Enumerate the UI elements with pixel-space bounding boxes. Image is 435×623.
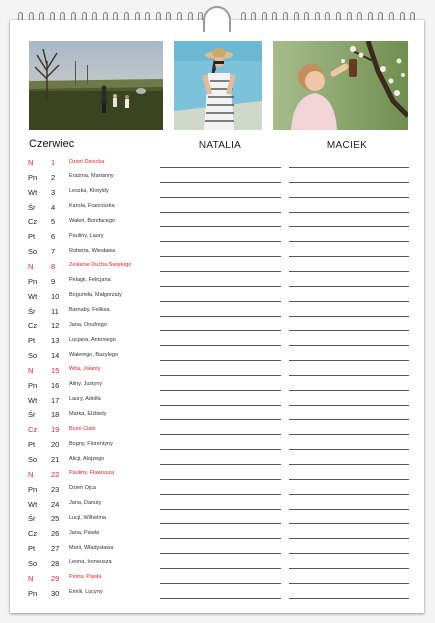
day-row: [0, 589, 435, 603]
maciek-write-line[interactable]: [289, 464, 409, 465]
weekday-label: So: [28, 247, 38, 257]
maciek-write-line[interactable]: [289, 197, 409, 198]
name-day-label: Dzień Ojca: [69, 485, 96, 492]
maciek-write-line[interactable]: [289, 449, 409, 450]
day-row: [0, 321, 435, 335]
day-number: 5: [51, 217, 56, 227]
maciek-write-line[interactable]: [289, 509, 409, 510]
natalia-write-line[interactable]: [160, 598, 281, 599]
day-number: 16: [51, 380, 60, 390]
name-day-label: Walerego, Bazylego: [69, 351, 119, 358]
maciek-write-line[interactable]: [289, 523, 409, 524]
natalia-write-line[interactable]: [160, 316, 281, 317]
weekday-label: Pn: [28, 484, 38, 494]
maciek-write-line[interactable]: [289, 330, 409, 331]
natalia-write-line[interactable]: [160, 553, 281, 554]
maciek-write-line[interactable]: [289, 256, 409, 257]
weekday-label: Pn: [28, 588, 38, 598]
maciek-write-line[interactable]: [289, 167, 409, 168]
day-number: 6: [51, 232, 56, 242]
weekday-label: So: [28, 558, 38, 568]
day-row: [0, 574, 435, 588]
day-row: [0, 307, 435, 321]
day-row: [0, 514, 435, 528]
natalia-write-line[interactable]: [160, 167, 281, 168]
day-number: 20: [51, 440, 60, 450]
day-row: [0, 247, 435, 261]
maciek-write-line[interactable]: [289, 212, 409, 213]
day-number: 13: [51, 336, 60, 346]
natalia-write-line[interactable]: [160, 212, 281, 213]
natalia-write-line[interactable]: [160, 182, 281, 183]
maciek-write-line[interactable]: [289, 271, 409, 272]
column-header-natalia: NATALIA: [198, 140, 242, 151]
name-day-label: Barnaby, Feliksa: [69, 307, 110, 313]
day-row: [0, 544, 435, 558]
day-row: [0, 529, 435, 543]
day-number: 3: [51, 187, 56, 197]
maciek-write-line[interactable]: [289, 538, 409, 539]
day-number: 29: [51, 573, 60, 583]
maciek-write-line[interactable]: [289, 419, 409, 420]
maciek-write-line[interactable]: [289, 583, 409, 584]
day-row: [0, 217, 435, 231]
name-day-label: Wita, Jolanty: [69, 366, 101, 373]
natalia-write-line[interactable]: [160, 494, 281, 495]
name-day-label: Jana, Pawła: [69, 529, 99, 536]
day-number: 19: [51, 425, 60, 435]
name-day-label: Roberta, Wiesława: [69, 247, 116, 254]
weekday-label: So: [28, 455, 38, 464]
name-day-label: Lucjana, Antoniego: [69, 336, 116, 343]
maciek-write-line[interactable]: [289, 226, 409, 227]
name-day-label: Marii, Władysława: [69, 544, 114, 551]
day-row: [0, 203, 435, 217]
weekday-label: N: [28, 158, 34, 167]
day-number: 15: [51, 365, 60, 375]
day-row: [0, 425, 435, 439]
day-row: [0, 188, 435, 202]
maciek-write-line[interactable]: [289, 479, 409, 480]
natalia-write-line[interactable]: [160, 226, 281, 227]
name-day-label: Boże Ciało: [69, 425, 96, 432]
natalia-write-line[interactable]: [160, 241, 281, 242]
name-day-label: Marka, Elżbiety: [69, 410, 107, 417]
weekday-label: N: [28, 469, 34, 479]
calendar-hanger: [203, 6, 231, 32]
natalia-write-line[interactable]: [160, 286, 281, 287]
natalia-write-line[interactable]: [160, 375, 281, 376]
name-day-label: Karola, Franciszka: [69, 203, 115, 210]
day-row: [0, 262, 435, 276]
day-number: 2: [51, 172, 56, 182]
weekday-label: Pn: [28, 276, 38, 286]
day-number: 23: [51, 484, 60, 494]
name-day-label: Pauliny, Flawiusza: [69, 470, 115, 477]
name-day-label: Jana, Onufrego: [69, 321, 107, 328]
day-number: 26: [51, 529, 60, 539]
girl-blossom-photo: [273, 41, 408, 130]
maciek-write-line[interactable]: [289, 568, 409, 569]
name-day-label: Laury, Adolfa: [69, 396, 101, 403]
day-number: 25: [51, 514, 60, 524]
maciek-write-line[interactable]: [289, 182, 409, 183]
maciek-write-line[interactable]: [289, 301, 409, 302]
day-row: [0, 336, 435, 350]
day-row: [0, 277, 435, 291]
weekday-label: Pt: [28, 440, 36, 450]
day-row: [0, 485, 435, 499]
day-number: 22: [51, 469, 60, 479]
natalia-write-line[interactable]: [160, 538, 281, 539]
day-row: [0, 396, 435, 410]
day-number: 11: [51, 306, 59, 316]
natalia-write-line[interactable]: [160, 330, 281, 331]
maciek-write-line[interactable]: [289, 390, 409, 391]
weekday-label: N: [28, 573, 34, 583]
day-number: 12: [51, 321, 60, 331]
day-number: 24: [51, 499, 60, 509]
weekday-label: N: [28, 261, 34, 271]
weekday-label: Cz: [28, 321, 38, 331]
name-day-label: Erazma, Marianny: [69, 173, 114, 180]
maciek-write-line[interactable]: [289, 360, 409, 361]
name-day-label: Bogny, Florentyny: [69, 440, 113, 447]
maciek-write-line[interactable]: [289, 494, 409, 495]
column-header-maciek: MACIEK: [326, 140, 368, 151]
maciek-write-line[interactable]: [289, 286, 409, 287]
day-row: [0, 455, 435, 469]
maciek-write-line[interactable]: [289, 375, 409, 376]
weekday-label: Śr: [28, 202, 36, 212]
name-day-label: Dzień Dziecka: [69, 158, 105, 165]
weekday-label: Pt: [28, 336, 36, 346]
natalia-write-line[interactable]: [160, 405, 281, 406]
maciek-write-line[interactable]: [289, 405, 409, 406]
day-number: 21: [51, 455, 60, 464]
natalia-write-line[interactable]: [160, 345, 281, 346]
natalia-write-line[interactable]: [160, 419, 281, 420]
natalia-write-line[interactable]: [160, 301, 281, 302]
day-number: 1: [51, 158, 56, 167]
name-day-label: Pelagii, Felicjana: [69, 277, 111, 284]
weekday-label: So: [28, 351, 38, 361]
weekday-label: Cz: [28, 217, 38, 227]
day-number: 17: [51, 395, 60, 405]
natalia-write-line[interactable]: [160, 568, 281, 569]
maciek-write-line[interactable]: [289, 316, 409, 317]
weekday-label: Śr: [28, 306, 36, 316]
day-row: [0, 232, 435, 246]
weekday-label: Cz: [28, 425, 38, 435]
natalia-write-line[interactable]: [160, 449, 281, 450]
name-day-label: Alicji, Alojzego: [69, 455, 105, 462]
natalia-write-line[interactable]: [160, 256, 281, 257]
natalia-write-line[interactable]: [160, 197, 281, 198]
day-number: 8: [51, 261, 56, 271]
weekday-label: Cz: [28, 529, 38, 539]
name-day-label: Aliny, Justyny: [69, 381, 103, 388]
maciek-write-line[interactable]: [289, 553, 409, 554]
day-row: [0, 351, 435, 365]
day-row: [0, 410, 435, 424]
day-number: 18: [51, 410, 60, 420]
name-day-label: Pauliny, Laury: [69, 232, 104, 239]
natalia-write-line[interactable]: [160, 509, 281, 510]
weekday-label: Pn: [28, 172, 38, 182]
weekday-label: Pt: [28, 544, 36, 554]
day-number: 10: [51, 291, 60, 301]
natalia-write-line[interactable]: [160, 523, 281, 524]
name-day-label: Zesłanie Ducha Świętego: [69, 262, 132, 269]
day-number: 9: [51, 276, 56, 286]
maciek-write-line[interactable]: [289, 345, 409, 346]
natalia-write-line[interactable]: [160, 464, 281, 465]
day-row: [0, 470, 435, 484]
day-number: 28: [51, 558, 60, 568]
day-row: [0, 158, 435, 172]
day-number: 14: [51, 351, 60, 361]
weekday-label: N: [28, 365, 34, 375]
day-row: [0, 381, 435, 395]
month-title: Czerwiec: [29, 138, 75, 150]
day-row: [0, 366, 435, 380]
name-day-label: Piotra, Pawła: [69, 574, 102, 581]
day-number: 30: [51, 588, 60, 598]
name-day-label: Lucji, Wilhelma: [69, 514, 106, 521]
weekday-label: Śr: [28, 514, 36, 524]
weekday-label: Pn: [28, 380, 38, 390]
day-number: 27: [51, 544, 60, 554]
name-day-label: Waleri, Bonifacego: [69, 217, 115, 224]
day-row: [0, 292, 435, 306]
natalia-write-line[interactable]: [160, 434, 281, 435]
name-day-label: Leona, Ireneusza: [69, 559, 112, 566]
natalia-write-line[interactable]: [160, 479, 281, 480]
woman-hat-photo: [174, 41, 262, 130]
name-day-label: Bogumiła, Małgorzaty: [69, 292, 122, 299]
weekday-label: Wt: [28, 291, 38, 301]
day-number: 4: [51, 202, 56, 212]
day-row: [0, 440, 435, 454]
name-day-label: Leszka, Klotyldy: [69, 188, 109, 195]
weekday-label: Wt: [28, 187, 38, 197]
natalia-write-line[interactable]: [160, 271, 281, 272]
name-day-label: Emilii, Lucyny: [69, 589, 103, 596]
maciek-write-line[interactable]: [289, 434, 409, 435]
day-row: [0, 173, 435, 187]
natalia-write-line[interactable]: [160, 390, 281, 391]
weekday-label: Wt: [28, 499, 38, 509]
weekday-label: Śr: [28, 410, 36, 420]
weekday-label: Wt: [28, 395, 38, 405]
maciek-write-line[interactable]: [289, 241, 409, 242]
natalia-write-line[interactable]: [160, 583, 281, 584]
weekday-label: Pt: [28, 232, 36, 242]
day-row: [0, 500, 435, 514]
maciek-write-line[interactable]: [289, 598, 409, 599]
day-number: 7: [51, 247, 56, 257]
family-walk-photo: [29, 41, 163, 130]
day-row: [0, 559, 435, 573]
natalia-write-line[interactable]: [160, 360, 281, 361]
name-day-label: Jana, Danuty: [69, 500, 102, 507]
